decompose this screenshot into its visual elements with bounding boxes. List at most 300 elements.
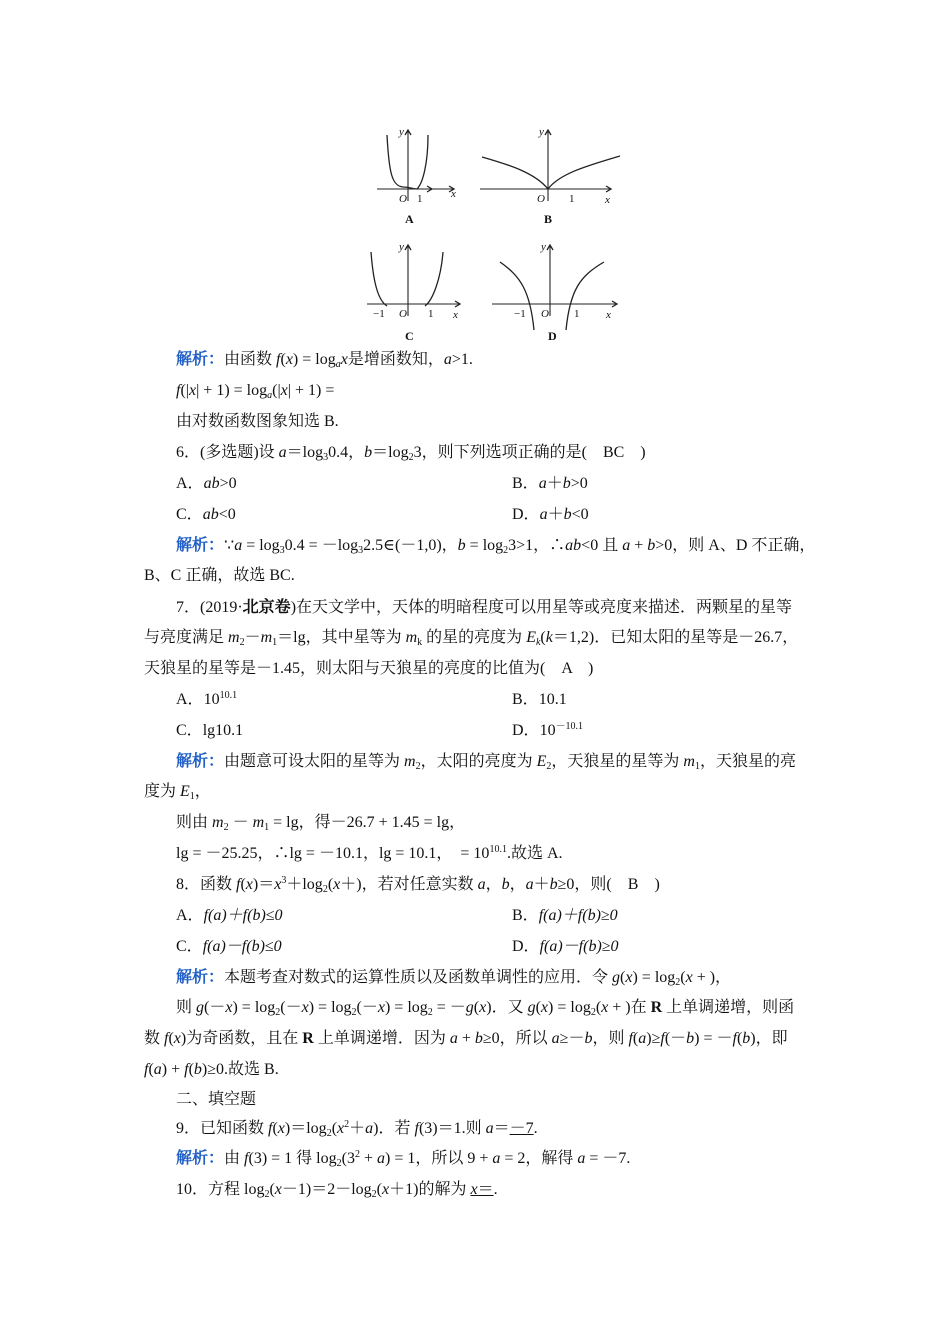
text: 2 — [344, 1119, 350, 1130]
text: (－ — [204, 999, 226, 1016]
text: ∵ — [224, 537, 235, 554]
text: g — [527, 999, 536, 1016]
text: 1 — [694, 761, 700, 772]
text: f — [732, 1030, 737, 1047]
text: ) — [572, 660, 594, 677]
text: 2 — [408, 452, 414, 463]
text: a — [492, 1150, 501, 1167]
text: . — [533, 1120, 538, 1137]
q9-analysis — [176, 1149, 630, 1169]
text: x — [382, 1181, 390, 1198]
text: ＝ — [493, 1120, 510, 1137]
text: ( — [473, 999, 480, 1016]
text: b — [584, 1030, 593, 1047]
text: x — [285, 351, 293, 368]
text: b — [474, 1030, 483, 1047]
graph-b-label: B — [544, 212, 553, 226]
text: b — [193, 1061, 202, 1078]
text: －10.1 — [555, 721, 584, 732]
graph-a — [365, 123, 475, 231]
text: ( — [327, 876, 334, 893]
text: )．又 — [486, 999, 528, 1016]
text: D． — [512, 506, 540, 523]
q6-analysis-line2: B、C 正确，故选 BC. — [144, 567, 295, 584]
text: 的星的亮度为 — [422, 629, 527, 646]
text: x — [685, 969, 693, 986]
text: x — [245, 876, 253, 893]
graph-c-one: 1 — [428, 308, 434, 320]
text: a — [278, 444, 287, 461]
graph-b-one: 1 — [569, 193, 575, 205]
text: 0.4 = －log — [284, 537, 359, 554]
text: －1)＝2－log — [281, 1181, 372, 1198]
text: ab — [203, 475, 220, 492]
text: b — [457, 537, 466, 554]
text: f(a)－f(b)≥0 — [539, 938, 619, 955]
q5-analysis-line1 — [176, 350, 473, 370]
text: 度为 — [144, 783, 181, 800]
graph-b-curve — [482, 156, 620, 189]
text: x — [188, 382, 197, 399]
graph-d-origin: O — [541, 308, 549, 320]
text: f — [628, 1030, 633, 1047]
text: x — [333, 876, 341, 893]
text: ) = 1，所以 9 + — [384, 1150, 493, 1167]
graph-a-one: 1 — [417, 193, 423, 205]
text: 1 — [272, 637, 278, 648]
text: 2 — [503, 545, 509, 556]
text: 2 — [590, 1007, 596, 1018]
graph-c — [365, 238, 475, 346]
graph-b-x-label: x — [605, 194, 610, 206]
text: + — [457, 1030, 475, 1047]
q6-stem — [176, 443, 646, 463]
text: m — [404, 753, 416, 770]
text: = lg，得－26.7 + 1.45 = lg， — [269, 814, 466, 831]
text: 10．方程 log — [176, 1181, 265, 1198]
text: 2 — [223, 822, 229, 833]
text: 2 — [264, 1189, 270, 1200]
text: ，天狼星的亮 — [699, 753, 796, 770]
text: － — [244, 629, 261, 646]
text: >0 — [219, 475, 237, 492]
q8-analysis-line3 — [144, 1029, 788, 1049]
text: + )在 — [608, 999, 651, 1016]
text: 1 — [264, 822, 270, 833]
text: 则 — [176, 999, 197, 1016]
text: ( — [736, 1030, 743, 1047]
text: x — [479, 999, 487, 1016]
text: R — [302, 1030, 314, 1047]
text: E — [180, 783, 190, 800]
q7-option-d — [512, 721, 583, 741]
text: 天狼星的星等是－1.45，则太阳与天狼星的亮度的比值为( — [144, 660, 562, 677]
text: + — [359, 1150, 377, 1167]
text: x — [274, 876, 282, 893]
text: ≥0，所以 — [482, 1030, 552, 1047]
text: x — [280, 382, 288, 399]
text: B． — [512, 691, 539, 708]
text: + — [630, 537, 648, 554]
text: ( — [269, 1181, 275, 1198]
text: a — [365, 1120, 374, 1137]
text: ＝log — [286, 444, 324, 461]
text: )．若 — [373, 1120, 415, 1137]
text: A． — [176, 907, 204, 924]
text: ( — [595, 999, 602, 1016]
text: f(a)＋f(b)≤0 — [203, 907, 283, 924]
graph-d-label: D — [548, 329, 557, 343]
graph-c-curve-left — [371, 252, 387, 306]
text: ( — [376, 1181, 382, 1198]
text: )为奇函数，且在 — [180, 1030, 303, 1047]
text: k — [545, 629, 553, 646]
text: lg10.1 — [202, 722, 244, 739]
q7-analysis-line3 — [176, 813, 465, 833]
text: x — [470, 1181, 478, 1198]
q9-stem — [176, 1119, 538, 1139]
text: a — [525, 876, 534, 893]
q10-stem — [176, 1180, 498, 1200]
q7-option-a — [176, 690, 237, 710]
text: ) + — [161, 1061, 185, 1078]
q8-analysis-line4 — [144, 1060, 279, 1080]
text: )≥ — [646, 1030, 661, 1047]
text: f(a)－f(b)≤0 — [202, 938, 282, 955]
text: 10.1 — [489, 844, 507, 855]
text: (－ — [664, 1030, 687, 1047]
text: 2 — [336, 1158, 342, 1169]
text: 3 — [358, 545, 364, 556]
text: m — [683, 753, 695, 770]
text: 是增函数知， — [347, 351, 444, 368]
text: >0，则 A、D 不正确， — [655, 537, 816, 554]
text: x — [340, 351, 348, 368]
text: x — [225, 999, 233, 1016]
graph-c-y-label: y — [399, 241, 404, 253]
text: g — [465, 999, 474, 1016]
text: = log — [242, 537, 280, 554]
text: f — [268, 1120, 273, 1137]
text: f — [244, 1150, 249, 1167]
text: a — [234, 537, 243, 554]
text: E — [526, 629, 536, 646]
text: ＋log — [286, 876, 323, 893]
text: x — [301, 999, 309, 1016]
text: 2 — [239, 637, 245, 648]
text: 3 — [323, 452, 329, 463]
text: k — [535, 637, 541, 648]
text: )，即 — [750, 1030, 788, 1047]
text: 2 — [354, 1149, 360, 1160]
text: ，则 — [592, 1030, 629, 1047]
text: 则由 — [176, 814, 213, 831]
text: ≥－ — [559, 1030, 585, 1047]
text: m — [212, 814, 224, 831]
q6-option-c — [176, 505, 236, 525]
q7-stem-line1 — [176, 598, 792, 618]
function-graphs-figure — [365, 118, 630, 350]
q8-option-b — [512, 906, 618, 926]
graph-d-x-label: x — [606, 309, 611, 321]
text: | + 1) = — [287, 382, 335, 399]
text: a — [376, 1150, 385, 1167]
text: a — [443, 351, 452, 368]
text: a — [335, 359, 341, 370]
text: (3) = 1 得 log — [248, 1150, 337, 1167]
text: a — [577, 1150, 586, 1167]
graph-d-minus-one: −1 — [514, 308, 526, 320]
text: 1 — [189, 791, 195, 802]
text: 与亮度满足 — [144, 629, 229, 646]
text: >0 — [570, 475, 588, 492]
text: 3，则下列选项正确的是( — [413, 444, 603, 461]
q7-option-b — [512, 690, 567, 710]
text: (| — [180, 382, 189, 399]
text: 2 — [322, 884, 328, 895]
text: ＝ — [477, 1181, 494, 1198]
text: ，天狼星的星等为 — [551, 753, 684, 770]
text: = log — [465, 537, 504, 554]
text: ＋ — [349, 1120, 366, 1137]
text: ( — [535, 999, 541, 1016]
text: C． — [176, 722, 203, 739]
text: ) = log — [292, 351, 336, 368]
graph-a-y-label: y — [399, 126, 404, 138]
text: a — [539, 506, 548, 523]
text: E — [536, 753, 547, 770]
text: ＝log — [372, 444, 409, 461]
text: 0.4， — [328, 444, 365, 461]
section-heading-fill-in: 二、填空题 — [176, 1091, 257, 1108]
analysis-label: 解析： — [176, 969, 225, 986]
text: 2 — [371, 1189, 377, 1200]
text: a — [622, 537, 631, 554]
text: 2 — [675, 977, 681, 988]
text: 由函数 — [224, 351, 277, 368]
text: a — [538, 475, 547, 492]
text: B． — [512, 475, 539, 492]
text: ( — [620, 969, 626, 986]
text: m — [260, 629, 273, 646]
q8-stem: 8．函数 $f(x)=x^3+\log_2(x+)$，若对任意实数 a，b，a＋b≥0，则( B ) — [176, 875, 660, 895]
text: ＋ — [533, 876, 550, 893]
text: m — [252, 814, 265, 831]
q8-analysis-line2 — [176, 998, 794, 1018]
text: x — [377, 999, 385, 1016]
text: B． — [512, 907, 539, 924]
q7-stem-line2 — [144, 628, 798, 648]
text: ， — [509, 876, 526, 893]
text: ) — [638, 876, 660, 893]
graph-c-origin: O — [399, 308, 407, 320]
text: ＋ — [546, 475, 563, 492]
text: ( — [272, 1120, 278, 1137]
text: <0 且 — [581, 537, 623, 554]
analysis-label: 解析： — [176, 351, 225, 368]
text: g — [196, 999, 205, 1016]
q5-analysis-line3: 由对数函数图象知选 B. — [176, 413, 339, 430]
text: 上单调递增，则函 — [662, 999, 795, 1016]
q6-analysis-line1 — [176, 536, 815, 556]
text: ＝lg，其中星等为 — [277, 629, 406, 646]
q7-analysis-line1 — [176, 752, 796, 772]
text: lg = －25.25，∴lg = －10.1，lg = 10.1， = 10 — [176, 845, 490, 862]
text: ( — [632, 1030, 639, 1047]
text: a — [638, 1030, 647, 1047]
text: b — [562, 475, 571, 492]
text: ) = log — [632, 969, 676, 986]
q7-option-c — [176, 721, 243, 741]
text: ， — [485, 876, 502, 893]
text: 2 — [546, 761, 552, 772]
graph-c-label: C — [405, 329, 414, 343]
text: C． — [176, 506, 203, 523]
text: (3)＝1.则 — [418, 1120, 486, 1137]
graph-a-label: A — [405, 212, 414, 226]
analysis-label: 解析： — [176, 537, 225, 554]
q5-analysis-line2 — [176, 381, 334, 401]
graph-c-curve-right — [425, 252, 443, 306]
text: ( — [188, 1061, 194, 1078]
q8-option-a — [176, 906, 283, 926]
text: b — [686, 1030, 695, 1047]
text: = 2，解得 — [500, 1150, 578, 1167]
text: f — [660, 1030, 665, 1047]
analysis-label: 解析： — [176, 1150, 225, 1167]
graph-c-minus-one: −1 — [373, 308, 385, 320]
text: 10 — [203, 691, 220, 708]
text: 8．函数 — [176, 876, 237, 893]
text: a — [153, 1061, 162, 1078]
q7-analysis-line4 — [176, 844, 563, 864]
text: ，太阳的亮度为 — [420, 753, 537, 770]
text: 3>1，∴ — [508, 537, 566, 554]
text: ) = － — [694, 1030, 733, 1047]
text: g — [612, 969, 621, 986]
text: 3 — [281, 875, 287, 886]
text: x — [274, 1181, 282, 1198]
text: R — [650, 999, 663, 1016]
graph-b-y-label: y — [539, 126, 544, 138]
text: k — [417, 637, 423, 648]
text: 2 — [415, 761, 421, 772]
text: 9．已知函数 — [176, 1120, 269, 1137]
text: (3 — [341, 1150, 355, 1167]
text: 北京卷 — [242, 599, 291, 616]
q7-analysis-line2 — [144, 782, 211, 802]
text: + )， — [692, 969, 732, 986]
text: ＝ — [258, 876, 275, 893]
text: b — [501, 876, 510, 893]
text: x — [601, 999, 609, 1016]
text: b — [647, 537, 656, 554]
text: f — [276, 351, 281, 368]
text: ) = log — [548, 999, 591, 1016]
q8-option-c — [176, 937, 282, 957]
text: 数 — [144, 1030, 165, 1047]
text: >1. — [451, 351, 473, 368]
q8-analysis-line1 — [176, 968, 731, 988]
text: x — [337, 1120, 345, 1137]
text: x — [540, 999, 549, 1016]
q8-option-d — [512, 937, 619, 957]
text: f — [184, 1061, 189, 1078]
text: ab — [202, 506, 219, 523]
text: a — [267, 390, 273, 401]
analysis-label: 解析： — [176, 753, 225, 770]
text: a — [449, 1030, 458, 1047]
text: 2 — [427, 1007, 433, 1018]
text: m — [405, 629, 418, 646]
text: 由题意可设太阳的星等为 — [224, 753, 405, 770]
text: ) = log — [232, 999, 276, 1016]
text: ＋)，若对任意实数 — [340, 876, 478, 893]
text: (| — [272, 382, 281, 399]
text: b — [549, 876, 558, 893]
text: f(a)＋f(b)≥0 — [538, 907, 618, 924]
text: = －7. — [585, 1150, 631, 1167]
q9-answer: －7 — [509, 1120, 534, 1137]
text: A． — [176, 475, 204, 492]
text: 由 — [224, 1150, 245, 1167]
text: D． — [512, 722, 540, 739]
q8-answer: B — [627, 876, 639, 893]
text: b — [742, 1030, 751, 1047]
graph-d-y-label: y — [541, 241, 546, 253]
text: m — [228, 629, 240, 646]
text: 3 — [279, 545, 285, 556]
text: 2 — [351, 1007, 357, 1018]
text: ( — [680, 969, 686, 986]
text: 2 — [275, 1007, 281, 1018]
text: ＋ — [547, 506, 564, 523]
text: | + 1) = log — [196, 382, 268, 399]
q10-answer — [470, 1181, 493, 1198]
text: 7．(2019· — [176, 599, 243, 616]
text: ) = log — [384, 999, 428, 1016]
text: x — [625, 969, 633, 986]
graph-c-x-label: x — [453, 309, 458, 321]
text: )≥0.故选 B. — [201, 1061, 279, 1078]
text: (－ — [356, 999, 378, 1016]
text: ab — [565, 537, 582, 554]
text: D． — [512, 938, 540, 955]
text: 6．(多选题)设 — [176, 444, 279, 461]
text: b — [563, 506, 572, 523]
text: = － — [432, 999, 466, 1016]
text: a — [477, 876, 486, 893]
text: <0 — [218, 506, 236, 523]
text: (－ — [280, 999, 302, 1016]
text: f — [176, 382, 181, 399]
text: ( — [168, 1030, 174, 1047]
text: ＋1)的解为 — [389, 1181, 471, 1198]
text: x — [277, 1120, 285, 1137]
text: 10.1 — [538, 691, 567, 708]
text: C． — [176, 938, 203, 955]
text: ( — [540, 629, 546, 646]
text: 上单调递增．因为 — [313, 1030, 450, 1047]
graph-d-one: 1 — [574, 308, 580, 320]
text: f — [144, 1061, 149, 1078]
text: f — [414, 1120, 419, 1137]
text: ( — [148, 1061, 154, 1078]
graph-b-origin: O — [537, 193, 545, 205]
q6-option-b — [512, 474, 588, 494]
text: f — [164, 1030, 169, 1047]
text: 10 — [539, 722, 556, 739]
